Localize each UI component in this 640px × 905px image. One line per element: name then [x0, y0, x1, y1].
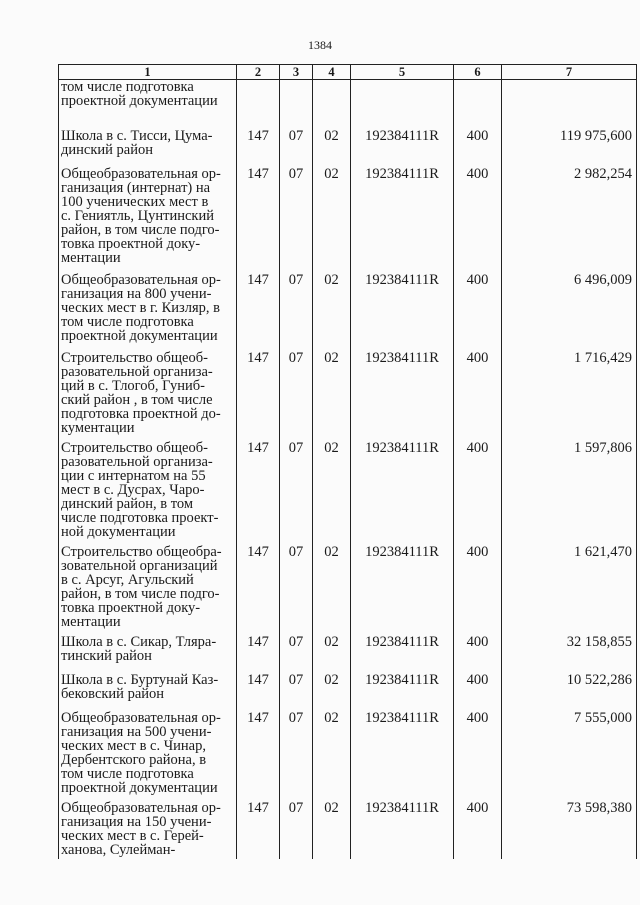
column-header-6: 6	[454, 65, 502, 80]
cell-c6: 400	[454, 351, 502, 441]
cell-c5: 192384111R	[351, 351, 454, 441]
cell-c6: 400	[454, 167, 502, 273]
cell-c7: 2 982,254	[502, 167, 637, 273]
column-header-3: 3	[280, 65, 313, 80]
column-header-1: 1	[59, 65, 237, 80]
cell-c2: 147	[237, 351, 280, 441]
cell-c4: 02	[313, 441, 351, 545]
cell-c4: 02	[313, 129, 351, 167]
cell-c6: 400	[454, 711, 502, 801]
cell-c7: 119 975,600	[502, 129, 637, 167]
page-number: 1384	[308, 38, 332, 52]
table-row	[59, 673, 637, 711]
cell-c5: 192384111R	[351, 673, 454, 711]
cell-c4: 02	[313, 635, 351, 673]
cell-c7: 1 597,806	[502, 441, 637, 545]
cell-c4: 02	[313, 711, 351, 801]
cell-c5: 192384111R	[351, 711, 454, 801]
cell-name: Общеобразовательная ор- ганизация (интернат) на 100 ученических мест в с. Гениятль, Цунтинский район, в том числе подго- товка проектной доку- ментации	[59, 167, 237, 273]
column-header-2: 2	[237, 65, 280, 80]
cell-c5: 192384111R	[351, 167, 454, 273]
cell-name: Общеобразовательная ор- ганизация на 150 учени- ческих мест в с. Герей- ханова, Сулейман-	[59, 801, 237, 859]
cell-name: Школа в с. Тисси, Цума- динский район	[59, 129, 237, 167]
cell-name: Школа в с. Сикар, Тляра- тинский район	[59, 635, 237, 673]
cell-c5: 192384111R	[351, 545, 454, 635]
column-header-5: 5	[351, 65, 454, 80]
cell-c7: 73 598,380	[502, 801, 637, 859]
cell-c3: 07	[280, 635, 313, 673]
cell-c7: 6 496,009	[502, 273, 637, 351]
table-row	[59, 129, 637, 167]
cell-c6: 400	[454, 545, 502, 635]
cell-c3: 07	[280, 129, 313, 167]
table-row	[59, 441, 637, 545]
cell-c3: 07	[280, 273, 313, 351]
cell-c4: 02	[313, 801, 351, 859]
cell-c3: 07	[280, 351, 313, 441]
table-row	[59, 635, 637, 673]
cell-c5: 192384111R	[351, 273, 454, 351]
cell-c3: 07	[280, 801, 313, 859]
table-row	[59, 167, 637, 273]
table-row	[59, 351, 637, 441]
cell-c6: 400	[454, 441, 502, 545]
cell-c3: 07	[280, 545, 313, 635]
cell-c3: 07	[280, 711, 313, 801]
cell-c6: 400	[454, 129, 502, 167]
cell-name: Общеобразовательная ор- ганизация на 800 учени- ческих мест в г. Кизляр, в том числе подготовка проектной документации	[59, 273, 237, 351]
cell-c7: 10 522,286	[502, 673, 637, 711]
cell-c2: 147	[237, 711, 280, 801]
column-header-4: 4	[313, 65, 351, 80]
cell-name: Строительство общеобра- зовательной организаций в с. Арсуг, Агульский район, в том числе подго- товка проектной доку- ментации	[59, 545, 237, 635]
cell-c6: 400	[454, 801, 502, 859]
budget-table	[58, 64, 637, 859]
cell-c6	[454, 80, 502, 129]
cell-c2: 147	[237, 545, 280, 635]
cell-c3: 07	[280, 167, 313, 273]
cell-c2: 147	[237, 801, 280, 859]
cell-name: Строительство общеоб- разовательной организа- ции с интернатом на 55 мест в с. Дусрах, Чаро- динский район, в том числе подготовка проект- ной документации	[59, 441, 237, 545]
cell-c5: 192384111R	[351, 441, 454, 545]
cell-c7: 7 555,000	[502, 711, 637, 801]
cell-c2: 147	[237, 129, 280, 167]
cell-name: Строительство общеоб- разовательной организа- ций в с. Тлогоб, Гуниб- ский район , в том числе подготовка проектной до- кументации	[59, 351, 237, 441]
cell-c7: 1 621,470	[502, 545, 637, 635]
cell-c2	[237, 80, 280, 129]
cell-c4: 02	[313, 673, 351, 711]
cell-c4: 02	[313, 167, 351, 273]
cell-c4: 02	[313, 273, 351, 351]
cell-c2: 147	[237, 635, 280, 673]
cell-c2: 147	[237, 673, 280, 711]
cell-c5: 192384111R	[351, 129, 454, 167]
cell-c7	[502, 80, 637, 129]
column-header-7: 7	[502, 65, 637, 80]
cell-c7: 1 716,429	[502, 351, 637, 441]
cell-c3	[280, 80, 313, 129]
table-row	[59, 711, 637, 801]
cell-name: Общеобразовательная ор- ганизация на 500 учени- ческих мест в с. Чинар, Дербентского района, в том числе подготовка проектной документации	[59, 711, 237, 801]
cell-c6: 400	[454, 673, 502, 711]
cell-c5: 192384111R	[351, 801, 454, 859]
cell-c3: 07	[280, 441, 313, 545]
cell-c3: 07	[280, 673, 313, 711]
cell-name: Школа в с. Буртунай Каз- бековский район	[59, 673, 237, 711]
cell-c5	[351, 80, 454, 129]
cell-name: том числе подготовка проектной документации	[59, 80, 237, 129]
table-row	[59, 273, 637, 351]
cell-c5: 192384111R	[351, 635, 454, 673]
cell-c2: 147	[237, 167, 280, 273]
table-row	[59, 545, 637, 635]
cell-c4: 02	[313, 545, 351, 635]
cell-c4: 02	[313, 351, 351, 441]
header-row	[59, 65, 637, 80]
cell-c2: 147	[237, 441, 280, 545]
table-row	[59, 80, 637, 129]
cell-c6: 400	[454, 635, 502, 673]
cell-c6: 400	[454, 273, 502, 351]
table-row	[59, 801, 637, 859]
cell-c2: 147	[237, 273, 280, 351]
cell-c7: 32 158,855	[502, 635, 637, 673]
cell-c4	[313, 80, 351, 129]
